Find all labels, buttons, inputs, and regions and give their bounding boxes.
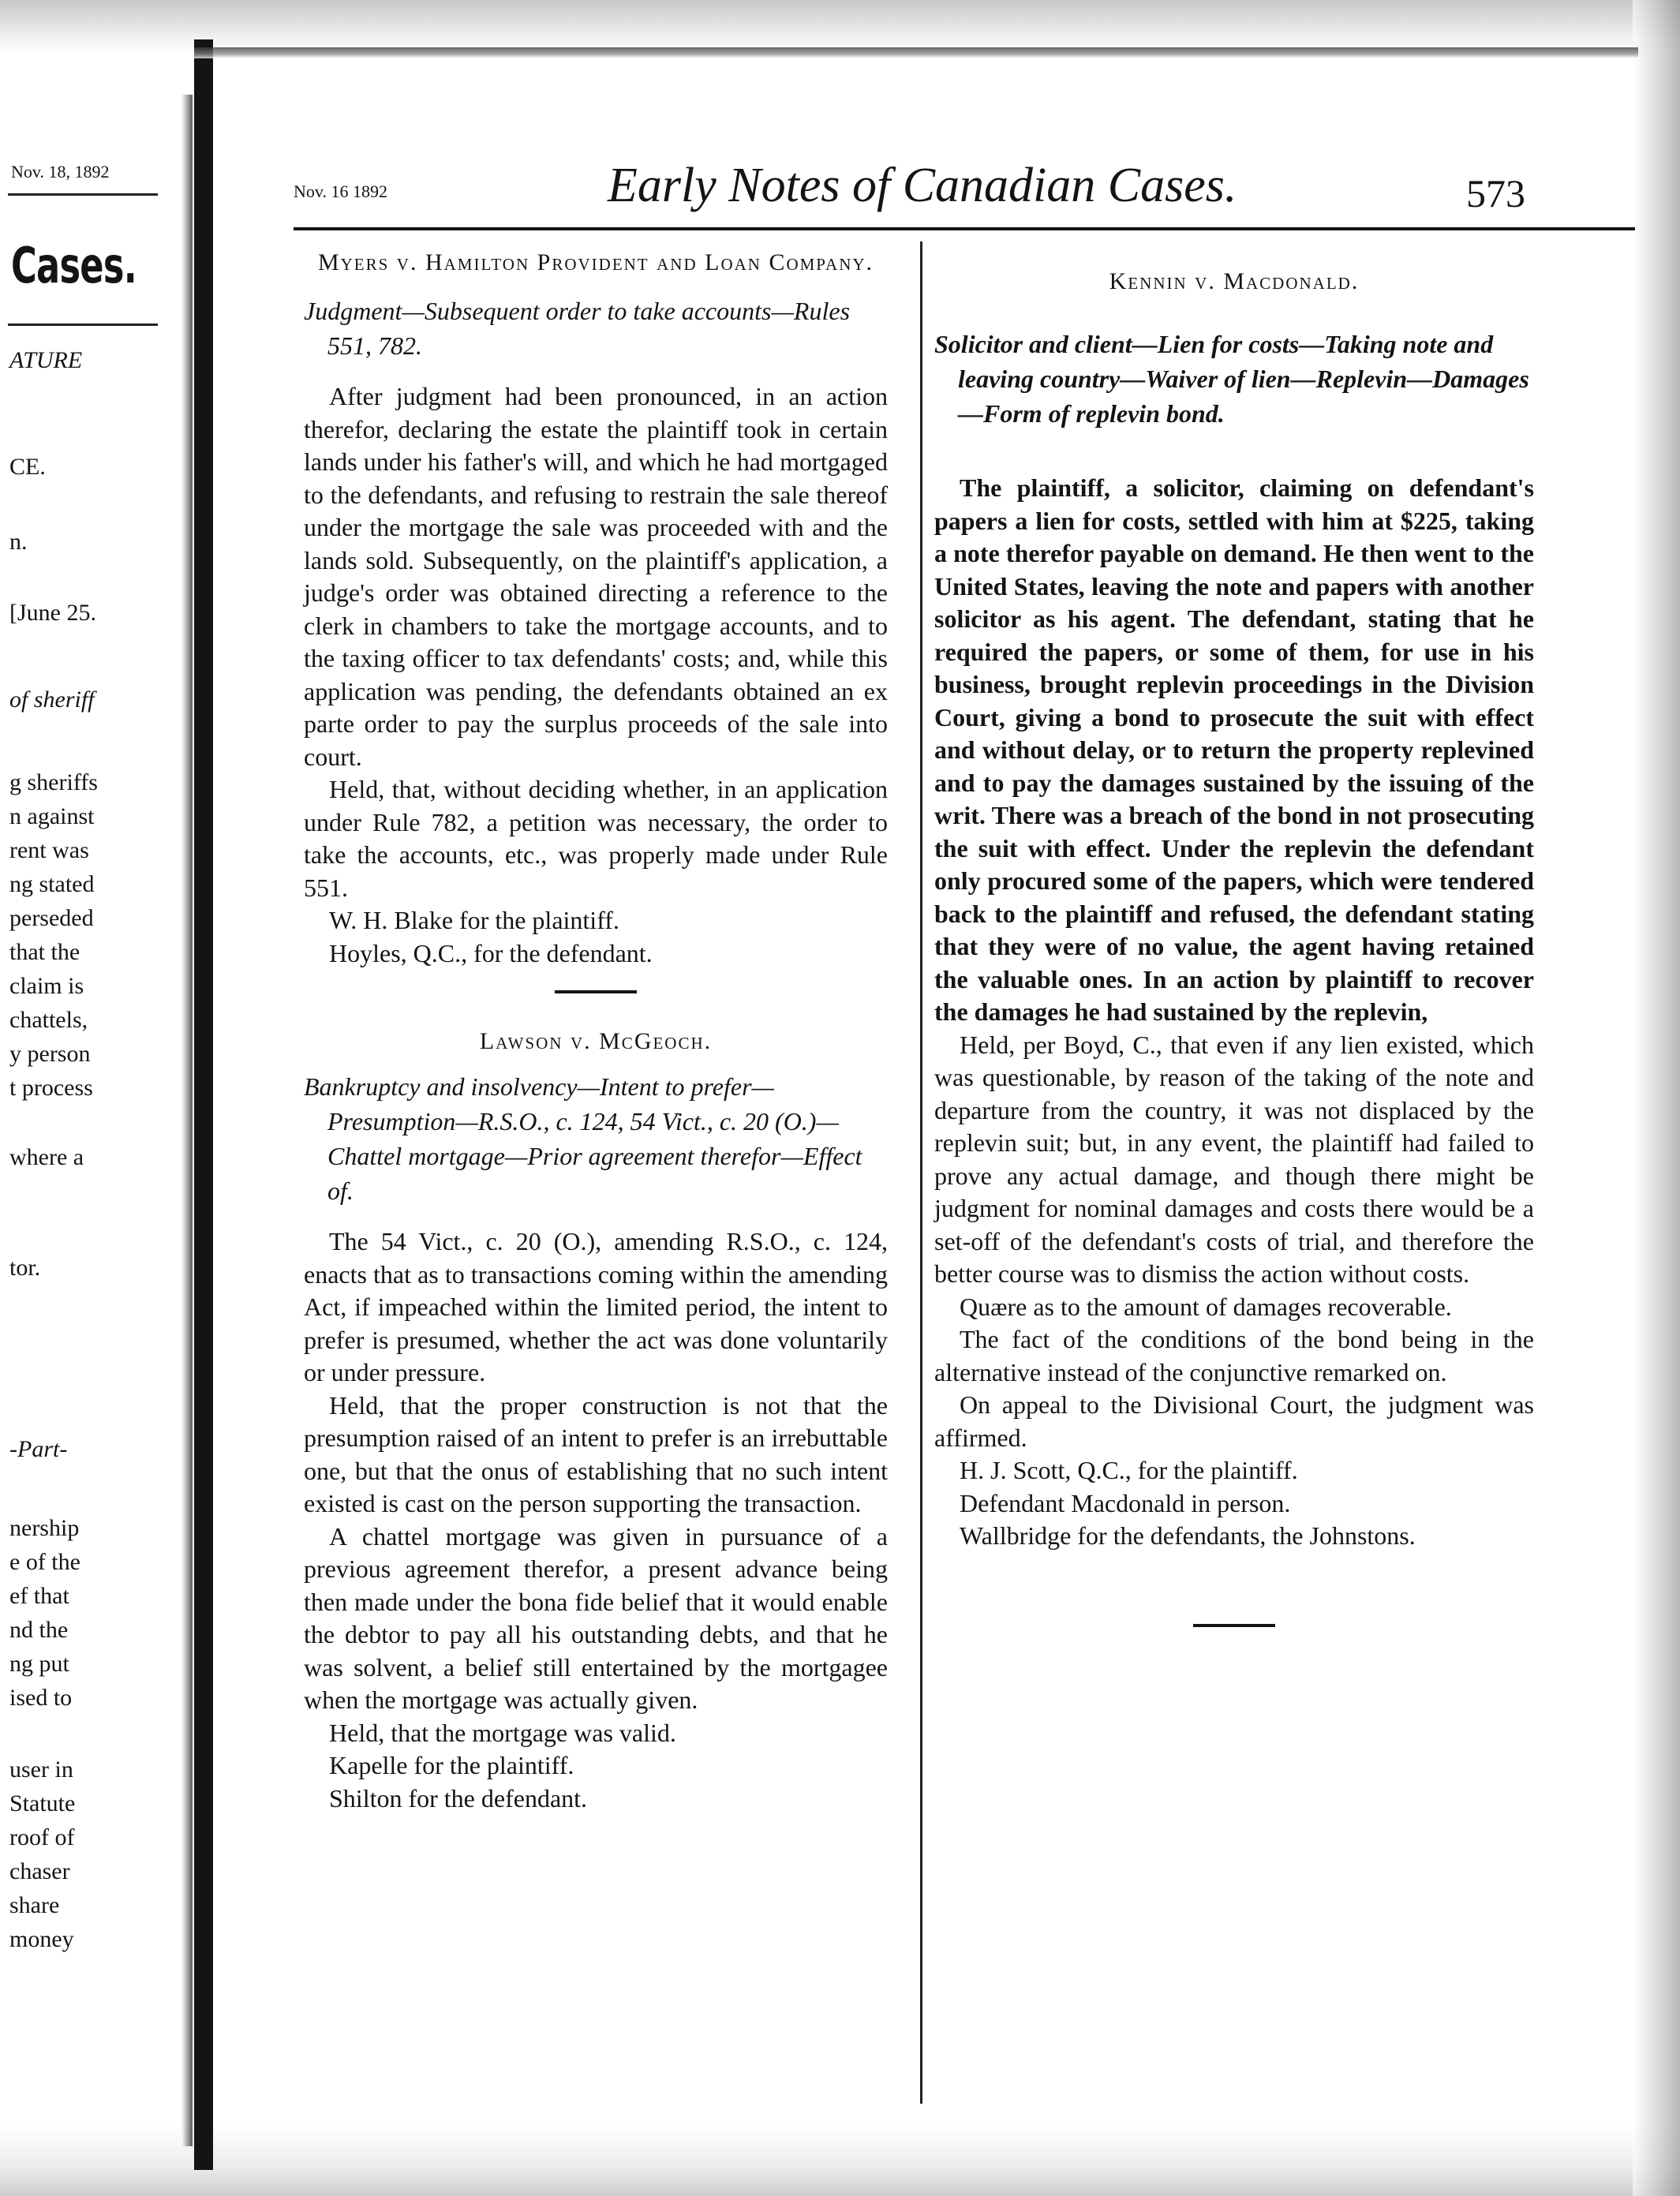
page-number: 573 — [1466, 171, 1525, 215]
header-rule — [294, 227, 1635, 230]
right-column — [934, 246, 1534, 1659]
left-page-rule-2 — [8, 324, 158, 326]
left-page-fragment-line: share — [9, 1892, 60, 1918]
page-binding — [194, 39, 213, 2170]
counsel-line: Hoyles, Q.C., for the defendant. — [329, 938, 653, 967]
left-page-fragment-line: n. — [9, 529, 28, 555]
case-separator — [1193, 1624, 1275, 1627]
left-page-fragment-line: nd the — [9, 1617, 69, 1643]
left-page-fragment-line: of sheriff — [9, 686, 95, 713]
header-date: Nov. 16 1892 — [294, 181, 387, 201]
left-page-fragment-line: t process — [9, 1075, 93, 1101]
left-page-fragment-line: perseded — [9, 905, 94, 931]
case-paragraph: Held, per Boyd, C., that even if any lien existed, which was questionable, by reason of the taking of the note and departure from the country, it was not displaced by the replevin suit; but, in any event, the plaintiff had failed to prove any actual damage, and though there might be judgment for nominal damages and costs there would be a set-off of the defendant's costs of trial, and therefore the better course was to dismiss the action without costs. — [934, 1030, 1534, 1288]
left-page-fragment-line: ng put — [9, 1651, 69, 1677]
left-page-date: Nov. 18, 1892 — [11, 162, 110, 181]
left-page-fragment-line: ng stated — [9, 871, 95, 897]
left-page-fragment-line: roof of — [9, 1824, 75, 1850]
left-page-fragment-line: that the — [9, 939, 80, 965]
left-page-fragment-line: y person — [9, 1041, 91, 1067]
case-title: Lawson v. McGeoch. — [479, 1028, 713, 1054]
left-page-fragment-line: chaser — [9, 1858, 70, 1884]
left-page-heading: Cases. — [11, 237, 137, 294]
left-page-fragment-line: e of the — [9, 1549, 80, 1575]
case-headnote: Judgment—Subsequent order to take accounts—Rules 551, 782. — [304, 297, 851, 360]
page-title: Early Notes of Canadian Cases. — [608, 159, 1237, 212]
case-paragraph: The 54 Vict., c. 20 (O.), amending R.S.O., c. 124, enacts that as to transactions coming within the amending Act, if impeached within the limited period, the intent to prefer is presumed, whether the act was done voluntarily or under pressure. — [304, 1227, 888, 1386]
left-page-fragment-line: chattels, — [9, 1007, 88, 1033]
case-title: Myers v. Hamilton Provident and Loan Company. — [317, 249, 874, 275]
left-page-fragment-line: -Part- — [9, 1436, 68, 1462]
case-paragraph: Held, that the proper construction is not that the presumption raised of an intent to prefer is an irrebuttable one, but that the onus of establishing that no such intent existed is cast on the person supporting the transaction. — [304, 1390, 888, 1517]
left-page-fragment-line: nership — [9, 1515, 80, 1541]
counsel-line: Defendant Macdonald in person. — [960, 1488, 1291, 1517]
page-gutter-shadow — [181, 95, 193, 2146]
left-page-fragment-line: claim is — [9, 973, 84, 999]
left-column — [304, 246, 888, 1815]
case-paragraph: Held, that, without deciding whether, in an application under Rule 782, a petition was necessary, the order to take the accounts, etc., was properly made under Rule 551. — [304, 775, 888, 902]
counsel-line: Kapelle for the plaintiff. — [329, 1751, 574, 1779]
scan-edge-right — [1633, 0, 1680, 2196]
counsel-line: H. J. Scott, Q.C., for the plaintiff. — [960, 1456, 1298, 1484]
counsel-line: Wallbridge for the defendants, the Johnstons. — [960, 1521, 1416, 1550]
case-title: Kennin v. Macdonald. — [1109, 268, 1360, 294]
left-page-fragment-line: Statute — [9, 1790, 76, 1816]
case-paragraph: Quære as to the amount of damages recoverable. — [960, 1292, 1452, 1321]
case-separator — [555, 990, 637, 993]
case-headnote: Solicitor and client—Lien for costs—Taking note and leaving country—Waiver of lien—Replevin—Damages—Form of replevin bond. — [934, 330, 1529, 428]
left-page-fragment-line: ATURE — [9, 347, 83, 373]
left-page-fragment-line: g sheriffs — [9, 769, 98, 795]
case-headnote: Bankruptcy and insolvency—Intent to prefer—Presumption—R.S.O., c. 124, 54 Vict., c. 20 (O.)—Chattel mortgage—Prior agreement therefor—Effect of. — [304, 1072, 862, 1205]
case-paragraph: On appeal to the Divisional Court, the judgment was affirmed. — [934, 1390, 1534, 1452]
counsel-line: Shilton for the defendant. — [329, 1783, 588, 1813]
left-page-fragment-line: [June 25. — [9, 600, 96, 626]
left-page-fragment-line: ef that — [9, 1583, 69, 1609]
left-page-fragment-line: n against — [9, 803, 95, 829]
left-page-rule — [8, 193, 158, 196]
case-paragraph: Held, that the mortgage was valid. — [329, 1718, 676, 1747]
left-page-fragment-line: user in — [9, 1756, 73, 1783]
scan-edge-bottom — [0, 2125, 1680, 2196]
case-paragraph: A chattel mortgage was given in pursuance of a previous agreement therefor, a present advance being then made under the bona fide belief that it would enable the debtor to pay all his outstanding debts, and that he was solvent, a belief still entertained by the mortgagee when the mortgage was actually given. — [304, 1521, 888, 1714]
case-paragraph: The fact of the conditions of the bond being in the alternative instead of the conjunctive remarked on. — [934, 1325, 1534, 1386]
left-page-fragment-line: where a — [9, 1144, 84, 1170]
left-page-fragment-line: CE. — [9, 454, 46, 480]
left-page-fragment-line: rent was — [9, 837, 89, 863]
counsel-line: W. H. Blake for the plaintiff. — [329, 906, 619, 934]
case-paragraph: After judgment had been pronounced, in an action therefor, declaring the estate the plaintiff took in certain lands under his father's will, and which he had mortgaged to the defendants, and refusing to restrain the sale thereof under the mortgage the sale was proceeded with and the lands sold. Subsequently, on the plaintiff's application, a judge's order was obtained directing a reference to the clerk in chambers to take the mortgage accounts, and to the taxing officer to tax defendants' costs; and, while this application was pending, the defendants obtained an ex parte order to pay the surplus proceeds of the sale into court. — [304, 382, 888, 771]
left-page-fragment-line: ised to — [9, 1685, 73, 1711]
page-top-edge — [194, 47, 1638, 58]
column-divider — [920, 241, 922, 2104]
left-page-fragment-line: tor. — [9, 1255, 41, 1281]
case-paragraph: The plaintiff, a solicitor, claiming on defendant's papers a lien for costs, settled with him at $225, taking a note therefor payable on demand. He then went to the United States, leaving the note and papers with another solicitor as his agent. The defendant, stating that he required the papers, or some of them, for use in his business, brought replevin proceedings in the Division Court, giving a bond to prosecute the suit with effect and without delay, or to return the property replevined and to pay the damages sustained by the issuing of the writ. There was a breach of the bond in not prosecuting the suit with effect. Under the replevin the defendant only procured some of the papers, which were tendered back to the plaintiff and refused, the defendant stating that they were of no value, the agent having retained the valuable ones. In an action by plaintiff to recover the damages he had sustained by the replevin, — [934, 473, 1534, 1026]
left-page-fragment-line: money — [9, 1926, 74, 1952]
